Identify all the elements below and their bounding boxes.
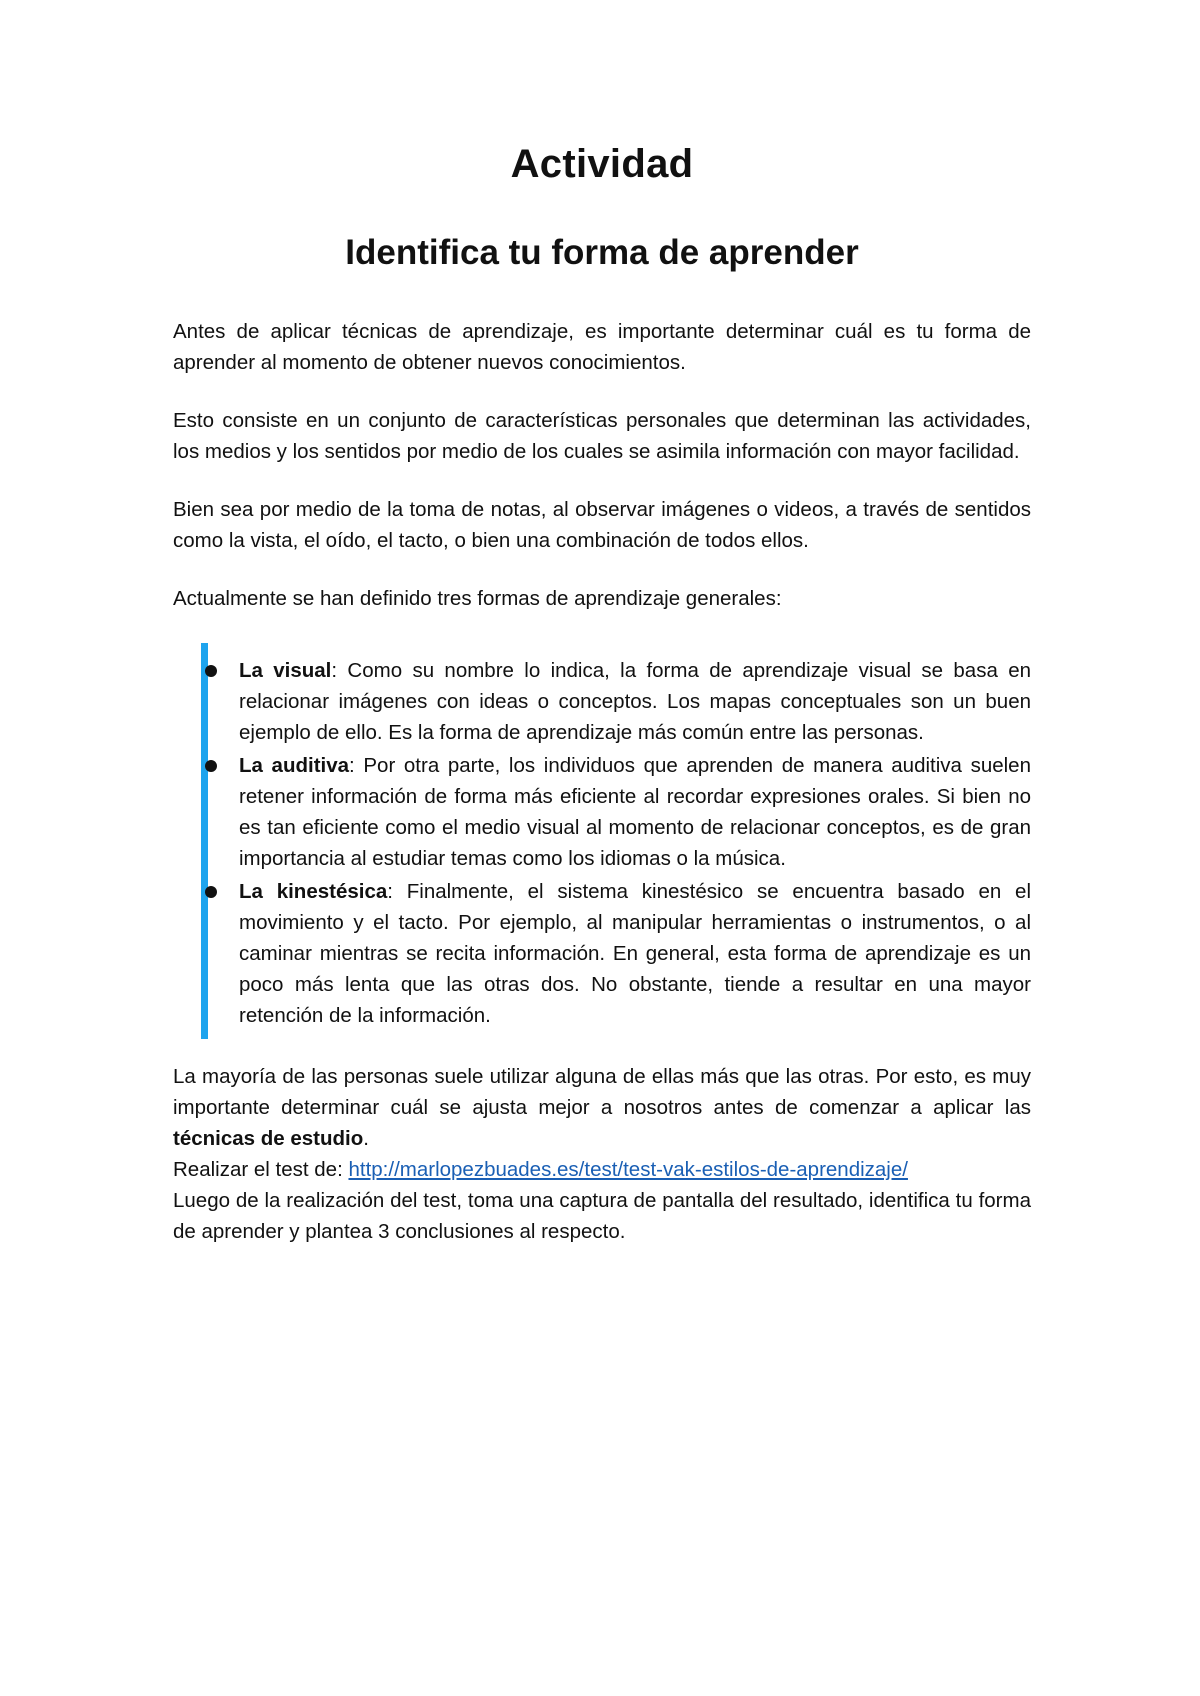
term-visual: La visual: [239, 659, 332, 682]
text-auditiva: : Por otra parte, los individuos que aprenden de manera auditiva suelen retener información de forma más eficiente al recordar expresiones orales. Si bien no es tan eficiente como el medio visual al momento de relacionar conceptos, es de gran importancia al estudiar temas como los idiomas o la música.: [239, 754, 1031, 870]
list-item-visual: [239, 655, 1031, 748]
bullet-icon: [205, 760, 217, 772]
term-kinestesica: La kinestésica: [239, 880, 388, 903]
closing-bold: técnicas de estudio: [173, 1127, 364, 1150]
paragraph-examples: Bien sea por medio de la toma de notas, al observar imágenes o videos, a través de sentidos como la vista, el oído, el tacto, o bien una combinación de todos ellos.: [173, 498, 1031, 552]
page-subtitle: Identifica tu forma de aprender: [345, 233, 859, 272]
learning-styles-list: [201, 643, 1031, 1039]
closing-end: .: [363, 1127, 369, 1150]
accent-bar: [201, 643, 208, 1039]
document-page: [173, 140, 1031, 1247]
paragraph-final: Luego de la realización del test, toma una captura de pantalla del resultado, identifica tu forma de aprender y plantea 3 conclusiones al respecto.: [173, 1189, 1031, 1243]
bullet-icon: [205, 665, 217, 677]
list-item-kinestesica: [239, 876, 1031, 1031]
text-kinestesica: : Finalmente, el sistema kinestésico se encuentra basado en el movimiento y el tacto. Por ejemplo, al manipular herramientas o instrumentos, o al caminar mientras se recita información. En general, esta forma de aprendizaje es un poco más lenta que las otras dos. No obstante, tiende a resultar en una mayor retención de la información.: [239, 880, 1031, 1027]
test-link[interactable]: http://marlopezbuades.es/test/test-vak-estilos-de-aprendizaje/: [348, 1158, 908, 1181]
paragraph-intro: Antes de aplicar técnicas de aprendizaje, es importante determinar cuál es tu forma de aprender al momento de obtener nuevos conocimientos.: [173, 320, 1031, 374]
paragraph-definition: Esto consiste en un conjunto de características personales que determinan las actividades, los medios y los sentidos por medio de los cuales se asimila información con mayor facilidad.: [173, 409, 1031, 463]
paragraph-test: [173, 1154, 1031, 1185]
list-item-auditiva: [239, 750, 1031, 874]
test-label: Realizar el test de:: [173, 1158, 349, 1181]
bullet-icon: [205, 886, 217, 898]
paragraph-list-intro: Actualmente se han definido tres formas de aprendizaje generales:: [173, 587, 782, 610]
term-auditiva: La auditiva: [239, 754, 350, 777]
paragraph-closing: [173, 1061, 1031, 1154]
page-title: Actividad: [510, 142, 694, 186]
closing-text: La mayoría de las personas suele utilizar alguna de ellas más que las otras. Por esto, es muy importante determinar cuál se ajusta mejor a nosotros antes de comenzar a aplicar las: [173, 1065, 1031, 1119]
text-visual: : Como su nombre lo indica, la forma de aprendizaje visual se basa en relacionar imágenes con ideas o conceptos. Los mapas conceptuales son un buen ejemplo de ello. Es la forma de aprendizaje más común entre las personas.: [239, 659, 1031, 744]
